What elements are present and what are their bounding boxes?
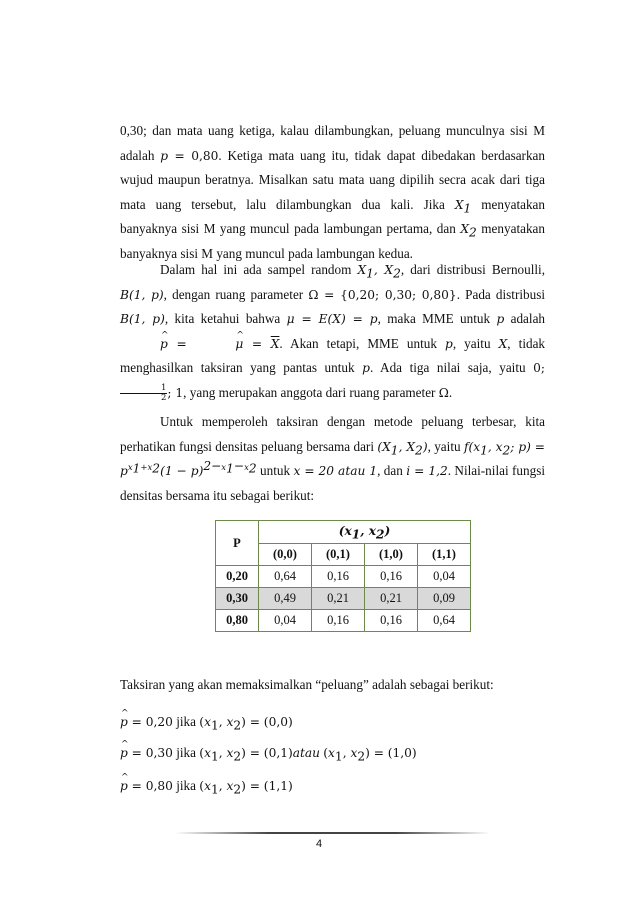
table-cell: 0,21 xyxy=(312,588,365,610)
row-p-value: 0,30 xyxy=(216,588,259,610)
bernoulli-b1p: B(1, p) xyxy=(120,287,164,302)
table-corner-p: P xyxy=(216,521,259,566)
fraction-one-half: $\frac{1}{2}$ xyxy=(120,384,167,403)
joint-density-formula: $f(x_1$, $x_2$; $p) = p^{x_1+x_2}(1 - p)^{2-x_1-x_2}$ xyxy=(120,439,546,479)
estimate-line-2: p ^ = 0,30 jika ($x_1$, $x_2$) = (0,1)atau ($x_1$, $x_2) = (1,0)$ xyxy=(120,743,417,763)
p-equals-080: p xyxy=(160,148,169,163)
paragraph-1-text-d: menyatakan banyaknya sisi M yang muncul pada lambungan kedua. xyxy=(120,221,546,261)
table-group-header: ($x_1$, $x_2$) xyxy=(259,521,471,544)
paragraph-1: 0,30; dan mata uang ketiga, kalau dilambungkan, peluang munculnya sisi M adalah p = 0,80. Ketiga mata uang itu, tidak dapat dibedakan berdasarkan wujud maupun beratnya. Misalkan satu mata uang dipilih secra acak dari tiga mata uang tersebut, lalu dilambungkan dua kali. Jika $X_1$ menyatakan banyaknya sisi M yang muncul pada lambungan pertama, dan $X_2$ menyatakan banyaknya sisi M yang muncul pada lambungan kedua. xyxy=(120,123,546,261)
table-column-header: (1,1) xyxy=(418,543,471,566)
page-number: 4 xyxy=(315,838,323,850)
table-cell: 0,21 xyxy=(365,588,418,610)
estimate-line-3: p ^ = 0,80 jika ($x_1$, $x_2) = (1,1)$ xyxy=(120,776,293,796)
table-column-header: (1,0) xyxy=(365,543,418,566)
paragraph-3: Untuk memperoleh taksiran dengan metode peluang terbesar, kita perhatikan fungsi densitas peluang bersama dari ($X_1$, $X_2$), yaitu $f(x_1$, $x_2$; $p) = p^{x_1+x_2}(1 - p)^{2-x_1-x_2}$ untuk x = 20 atau 1, dan i = 1,2. Nilai-nilai fungsi densitas bersama itu sebagai berikut: xyxy=(120,414,546,503)
mme-estimator: p ^ = μ ^ = $\overline{X}$ xyxy=(120,337,279,351)
table-cell: 0,64 xyxy=(418,610,471,632)
table-cell: 0,49 xyxy=(259,588,312,610)
variable-x1: $X_1$ xyxy=(454,197,472,216)
table-cell: 0,16 xyxy=(312,610,365,632)
sample-x1-x2: $X_1$, $X_2$ xyxy=(357,263,401,281)
paragraph-1-text-b: . Ketiga mata uang itu, tidak dapat dibedakan berdasarkan wujud maupun beratnya. Misalkan satu mata uang dipilih secra acak dari tiga mata uang tersebut, lalu dilambungkan dua kali. Jika xyxy=(120,147,545,212)
conclusion-intro: Taksiran yang akan memaksimalkan “peluang” adalah sebagai berikut: xyxy=(120,677,494,692)
x-range: x = 20 atau 1 xyxy=(293,464,378,479)
row-p-value: 0,80 xyxy=(216,610,259,632)
paragraph-1-text-c: menyatakan banyaknya sisi M yang muncul pada lambungan pertama, dan xyxy=(120,196,546,237)
pair-x1-x2: ($X_1$, $X_2$) xyxy=(377,439,428,458)
table-column-header: (0,1) xyxy=(312,543,365,566)
i-range: i = 1,2 xyxy=(406,464,448,479)
estimate-line-1: p ^ = 0,20 jika ($x_1$, $x_2) = (0,0)$ xyxy=(120,712,293,732)
parameter-space: Ω = {0,20; 0,30; 0,80} xyxy=(308,287,457,302)
paragraph-1-text-a: 0,30; dan mata uang ketiga, kalau dilambungkan, peluang munculnya sisi M adalah xyxy=(120,123,545,163)
row-p-value: 0,20 xyxy=(216,566,259,588)
footer-rule xyxy=(175,832,490,834)
table-cell: 0,64 xyxy=(259,566,312,588)
three-values: 0; $\frac{1}{2}$ ; 1 xyxy=(120,361,545,400)
mu-equals-ex: μ = E(X) = p xyxy=(286,312,378,327)
table-cell: 0,16 xyxy=(365,610,418,632)
table-cell: 0,04 xyxy=(259,610,312,632)
table-cell: 0,04 xyxy=(418,566,471,588)
table-row xyxy=(216,610,471,632)
table-row xyxy=(216,566,471,588)
table-column-header: (0,0) xyxy=(259,543,312,566)
variable-x2: $X_2$ xyxy=(460,222,477,240)
table-row xyxy=(216,588,471,610)
density-table xyxy=(215,520,471,632)
table-cell: 0,16 xyxy=(312,566,365,588)
table-cell: 0,16 xyxy=(365,566,418,588)
table-cell: 0,09 xyxy=(418,588,471,610)
paragraph-2: Dalam hal ini ada sampel random $X_1$, $X_2$, dari distribusi Bernoulli, B(1, p), dengan ruang parameter Ω = {0,20; 0,30; 0,80}. Pada distribusi B(1, p), kita ketahui bahwa μ = E(X) = p, maka MME untuk p adalah p ^ = μ ^ = $\overline{X}$. Akan tetapi, MME untuk p, yaitu X, tidak menghasilkan taksiran yang pantas untuk p. Ada tiga nilai saja, yaitu 0; $\frac{1}{2}$ ; 1, yang merupakan anggota dari ruang parameter Ω. xyxy=(120,258,545,406)
